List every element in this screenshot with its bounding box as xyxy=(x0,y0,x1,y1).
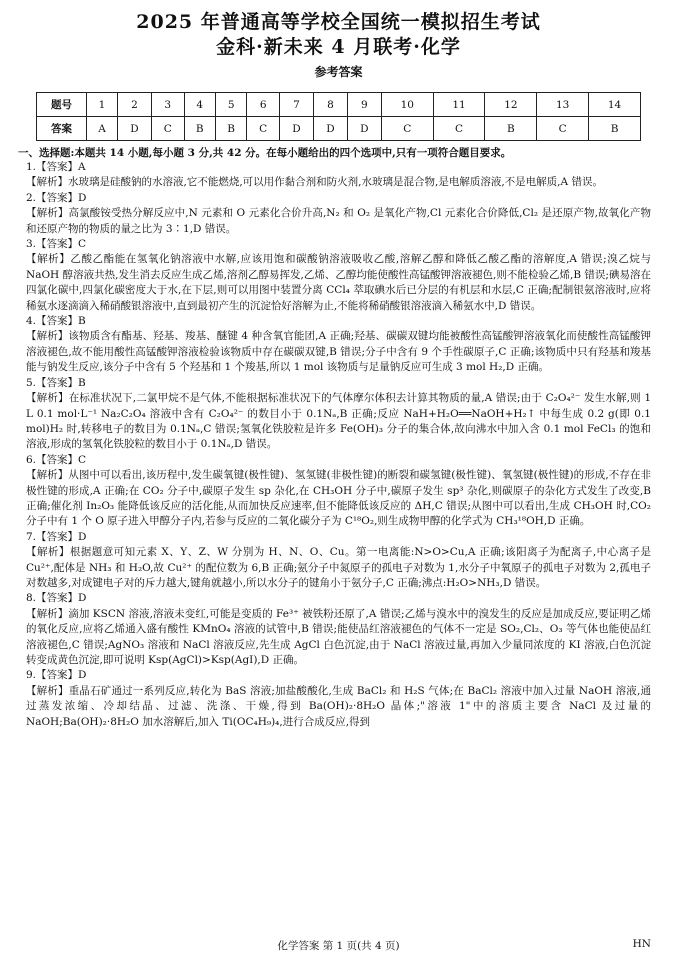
page-number: 化学答案 第 1 页(共 4 页) xyxy=(277,940,400,952)
answer-cell: B xyxy=(589,117,641,141)
explanation-text: 【解析】乙酸乙酯能在氢氧化钠溶液中水解,应该用饱和碳酸钠溶液吸收乙酸,溶解乙醇和降低乙酸乙酯的溶解度,A 错误;溴乙烷与 NaOH 醇溶液共热,发生消去反应生成乙烯,溶剂乙醇易挥发,乙烯、乙醇均能使酸性高锰酸钾溶液褪色,则不能检验乙烯,B 错误;碘易溶在四氯化碳中,四氯化碳密度大于水,在下层,则可以用图中装置分离 CCl₄ 萃取碘水后已分层的有机层和水层,C 正确;配制银氨溶液时,应将稀氨水逐滴滴入稀硝酸银溶液中,直到最初产生的沉淀恰好溶解为止,不能将稀硝酸银溶液滴入稀氨水中,D 错误。 xyxy=(26,253,651,312)
question-block-2 xyxy=(26,191,651,237)
question-block-1 xyxy=(26,160,651,191)
question-block-7 xyxy=(26,530,651,592)
question-number: 8 xyxy=(313,93,347,117)
answer-line: 5.【答案】B xyxy=(26,376,86,389)
answer-cell: B xyxy=(215,117,246,141)
explanation-text: 【解析】高氯酸铵受热分解反应中,N 元素和 O 元素化合价升高,N₂ 和 O₂ 是氧化产物,Cl 元素化合价降低,Cl₂ 是还原产物,故氧化产物和还原产物的物质的量之比为 3∶1,D 错误。 xyxy=(26,207,651,235)
question-number: 4 xyxy=(184,93,215,117)
explanation-text: 【解析】在标准状况下,二氯甲烷不是气体,不能根据标准状况下的气体摩尔体积去计算其物质的量,A 错误;由于 C₂O₄²⁻ 发生水解,则 1 L 0.1 mol·L⁻¹ Na₂C₂O₄ 溶液中含有 C₂O₄²⁻ 的数目小于 0.1Nₐ,B 正确;反应 NaH+H₂O══NaOH+H₂↑ 中每生成 0.2 g(即 0.1 mol)H₂ 时,转移电子的数目为 0.1Nₐ,C 错误;氢氧化铁胶粒是许多 Fe(OH)₃ 分子的集合体,故向沸水中加入含 0.1 mol FeCl₃ 的饱和溶液,形成的氢氧化铁胶粒的数目小于 0.1Nₐ,D 错误。 xyxy=(26,392,651,451)
question-block-5 xyxy=(26,376,651,453)
answer-cell: D xyxy=(117,117,151,141)
exam-title: 2025 年普通高等学校全国统一模拟招生考试 xyxy=(136,11,541,33)
exam-subject-title: 金科·新未来 4 月联考·化学 xyxy=(216,36,461,58)
region-code: HN xyxy=(632,938,651,950)
answer-cell: C xyxy=(433,117,485,141)
answer-cell: C xyxy=(247,117,280,141)
explanation-text: 【解析】水玻璃是硅酸钠的水溶液,它不能燃烧,可以用作黏合剂和防火剂,水玻璃是混合物,是电解质溶液,不是电解质,A 错误。 xyxy=(26,176,603,189)
question-number: 6 xyxy=(247,93,280,117)
question-number: 7 xyxy=(279,93,313,117)
answer-line: 4.【答案】B xyxy=(26,315,86,328)
question-number: 14 xyxy=(589,93,641,117)
answer-line: 3.【答案】C xyxy=(26,238,87,251)
answer-line: 6.【答案】C xyxy=(26,453,87,466)
question-number: 13 xyxy=(537,93,589,117)
explanation-text: 【解析】根据题意可知元素 X、Y、Z、W 分别为 H、N、O、Cu。第一电离能:N>O>Cu,A 正确;该阳离子为配离子,中心离子是 Cu²⁺,配体是 NH₃ 和 H₂O,故 Cu²⁺ 的配位数为 6,B 正确;氨分子中氮原子的孤电子对数为 1,水分子中氧原子的孤电子对数为 2,孤电子对数越多,对成键电子对的斥力越大,键角就越小,所以水分子的键角小于氨分子,C 正确;沸点:H₂O>NH₃,D 错误。 xyxy=(26,546,651,589)
question-number: 2 xyxy=(117,93,151,117)
answer-cell: B xyxy=(184,117,215,141)
answer-line: 2.【答案】D xyxy=(26,191,87,204)
explanation-text: 【解析】该物质含有酯基、羟基、羧基、醚键 4 种含氧官能团,A 正确;羟基、碳碳双键均能被酸性高锰酸钾溶液氧化而使酸性高锰酸钾溶液褪色,故不能用酸性高锰酸钾溶液检验该物质中存在碳碳双键,B 错误;分子中含有 9 个手性碳原子,C 正确;该物质中只有羟基和羧基能与钠发生反应,该分子中含有 5 个羟基和 1 个羧基,所以 1 mol 该物质与足量钠反应可生成 3 mol H₂,D 正确。 xyxy=(26,330,651,374)
explanation-text: 【解析】从图中可以看出,该历程中,发生碳氧键(极性键)、氢氢键(非极性键)的断裂和碳氢键(极性键)、氧氢键(极性键)的形成,不存在非极性键的形成,A 正确;在 CO₂ 分子中,碳原子发生 sp 杂化,在 CH₃OH 分子中,碳原子发生 sp³ 杂化,则碳原子的杂化方式发生了改变,B 正确;催化剂 In₂O₃ 能降低该反应的活化能,从而加快反应速率,但不能降低该反应的 ΔH,C 错误;从图中可以看出,生成 CH₃OH 时,CO₂ 分子中有 1 个 O 原子进入甲醇分子内,若参与反应的二氧化碳分子为 C¹⁸O₂,则生成物甲醇的化学式为 CH₃¹⁸OH,D 正确。 xyxy=(26,469,651,528)
question-block-3 xyxy=(26,237,651,314)
answer-cell: C xyxy=(537,117,589,141)
explanation-text: 【解析】重晶石矿通过一系列反应,转化为 BaS 溶液;加盐酸酸化,生成 BaCl₂ 和 H₂S 气体;在 BaCl₂ 溶液中加入过量 NaOH 溶液,通过蒸发浓缩、冷却结晶、过滤、洗涤、干燥,得到 Ba(OH)₂·8H₂O 晶体;"溶液 1"中的溶质主要含 NaCl 及过量的 NaOH;Ba(OH)₂·8H₂O 加水溶解后,加入 Ti(OC₄H₉)₄,进行合成反应,得到 xyxy=(26,684,651,728)
question-number: 1 xyxy=(87,93,118,117)
answer-line: 9.【答案】D xyxy=(26,669,87,682)
answer-line: 7.【答案】D xyxy=(26,530,87,543)
answer-cell: D xyxy=(347,117,381,141)
answer-cell: D xyxy=(279,117,313,141)
answer-cell: B xyxy=(485,117,537,141)
answer-line: 1.【答案】A xyxy=(26,161,86,173)
answer-cell: C xyxy=(151,117,184,141)
answer-table xyxy=(36,92,641,141)
question-block-6 xyxy=(26,453,651,530)
question-number: 3 xyxy=(151,93,184,117)
question-number: 12 xyxy=(485,93,537,117)
question-number: 11 xyxy=(433,93,485,117)
answer-cell: D xyxy=(313,117,347,141)
number-row-label: 题号 xyxy=(37,93,87,117)
question-number: 5 xyxy=(215,93,246,117)
number-row xyxy=(37,93,641,117)
answer-line: 8.【答案】D xyxy=(26,592,87,605)
question-block-8 xyxy=(26,591,651,668)
explanation-text: 【解析】滴加 KSCN 溶液,溶液未变红,可能是变质的 Fe³⁺ 被铁粉还原了,A 错误;乙烯与溴水中的溴发生的反应是加成反应,要证明乙烯的氧化反应,应将乙烯通入盛有酸性 KMnO₄ 溶液的试管中,B 错误;能使品红溶液褪色的气体不一定是 SO₂,Cl₂、O₃ 等气体也能使品红溶液褪色,C 错误;AgNO₃ 溶液和 NaCl 溶液反应,先生成 AgCl 白色沉淀,由于 NaCl 溶液过量,再加入少量同浓度的 KI 溶液,白色沉淀转变成黄色沉淀,即可说明 Ksp(AgCl)>Ksp(AgI),D 正确。 xyxy=(26,607,651,666)
answer-cell: A xyxy=(87,117,118,141)
question-number: 10 xyxy=(381,93,433,117)
question-block-4 xyxy=(26,314,651,376)
answer-row-label: 答案 xyxy=(37,117,87,141)
section-heading: 一、选择题:本题共 14 小题,每小题 3 分,共 42 分。在每小题给出的四个选项中,只有一项符合题目要求。 xyxy=(18,147,512,159)
answer-cell: C xyxy=(381,117,433,141)
answer-subtitle: 参考答案 xyxy=(314,65,363,79)
question-block-9 xyxy=(26,668,651,730)
question-number: 9 xyxy=(347,93,381,117)
answer-row xyxy=(37,117,641,141)
